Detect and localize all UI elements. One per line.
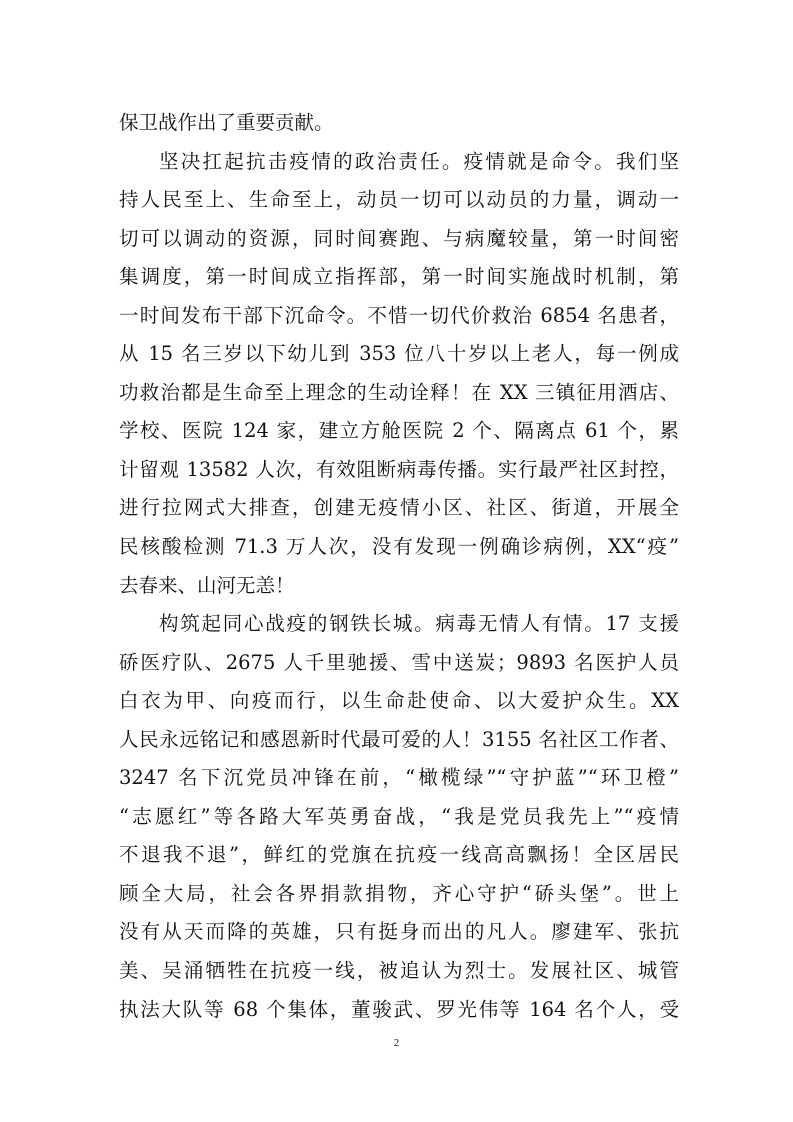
- body-text: [119, 104, 679, 1029]
- page-number: 2: [393, 1037, 400, 1049]
- text-line: 从 15 名三岁以下幼儿到 353 位八十岁以上老人，每一例成: [119, 342, 679, 366]
- text-line: 持人民至上、生命至上，动员一切可以动员的力量，调动一: [119, 188, 679, 212]
- text-line: 美、吴涌牺牲在抗疫一线，被追认为烈士。发展社区、城管: [119, 959, 679, 983]
- text-line: 去春来、山河无恙！: [119, 573, 295, 597]
- text-line: 学校、医院 124 家，建立方舱医院 2 个、隔离点 61 个，累: [119, 419, 679, 443]
- text-line: 顾全大局，社会各界捐款捐物，齐心守护“硚头堡”。世上: [119, 881, 679, 905]
- text-line: 不退我不退”，鲜红的党旗在抗疫一线高高飘扬！全区居民: [119, 843, 679, 867]
- text-line: 切可以调动的资源，同时间赛跑、与病魔较量，第一时间密: [119, 226, 679, 250]
- paragraph-start-line: 坚决扛起抗击疫情的政治责任。疫情就是命令。我们坚: [159, 149, 679, 173]
- text-line: 3247 名下沉党员冲锋在前，“橄榄绿”“守护蓝”“环卫橙”: [119, 766, 679, 790]
- text-line: 保卫战作出了重要贡献。: [119, 111, 334, 134]
- text-line: 硚医疗队、2675 人千里驰援、雪中送炭；9893 名医护人员: [119, 650, 679, 674]
- paragraph-start-line: 构筑起同心战疫的钢铁长城。病毒无情人有情。17 支援: [159, 612, 679, 636]
- text-line: 一时间发布干部下沉命令。不惜一切代价救治 6854 名患者，: [119, 303, 679, 327]
- text-line: 民核酸检测 71.3 万人次，没有发现一例确诊病例，XX“疫”: [119, 535, 679, 559]
- text-line: “志愿红”等各路大军英勇奋战，“我是党员我先上”“疫情: [119, 804, 679, 828]
- text-line: 执法大队等 68 个集体，董骏武、罗光伟等 164 名个人，受: [119, 997, 679, 1021]
- text-line: 人民永远铭记和感恩新时代最可爱的人！3155 名社区工作者、: [119, 727, 679, 751]
- text-line: 没有从天而降的英雄，只有挺身而出的凡人。廖建军、张抗: [119, 920, 679, 944]
- text-line: 功救治都是生命至上理念的生动诠释！在 XX 三镇征用酒店、: [119, 380, 679, 404]
- text-line: 进行拉网式大排查，创建无疫情小区、社区、街道，开展全: [119, 496, 679, 520]
- text-line: 集调度，第一时间成立指挥部，第一时间实施战时机制，第: [119, 265, 679, 289]
- text-line: 计留观 13582 人次，有效阻断病毒传播。实行最严社区封控，: [119, 457, 679, 481]
- text-line: 白衣为甲、向疫而行，以生命赴使命、以大爱护众生。XX: [119, 689, 679, 713]
